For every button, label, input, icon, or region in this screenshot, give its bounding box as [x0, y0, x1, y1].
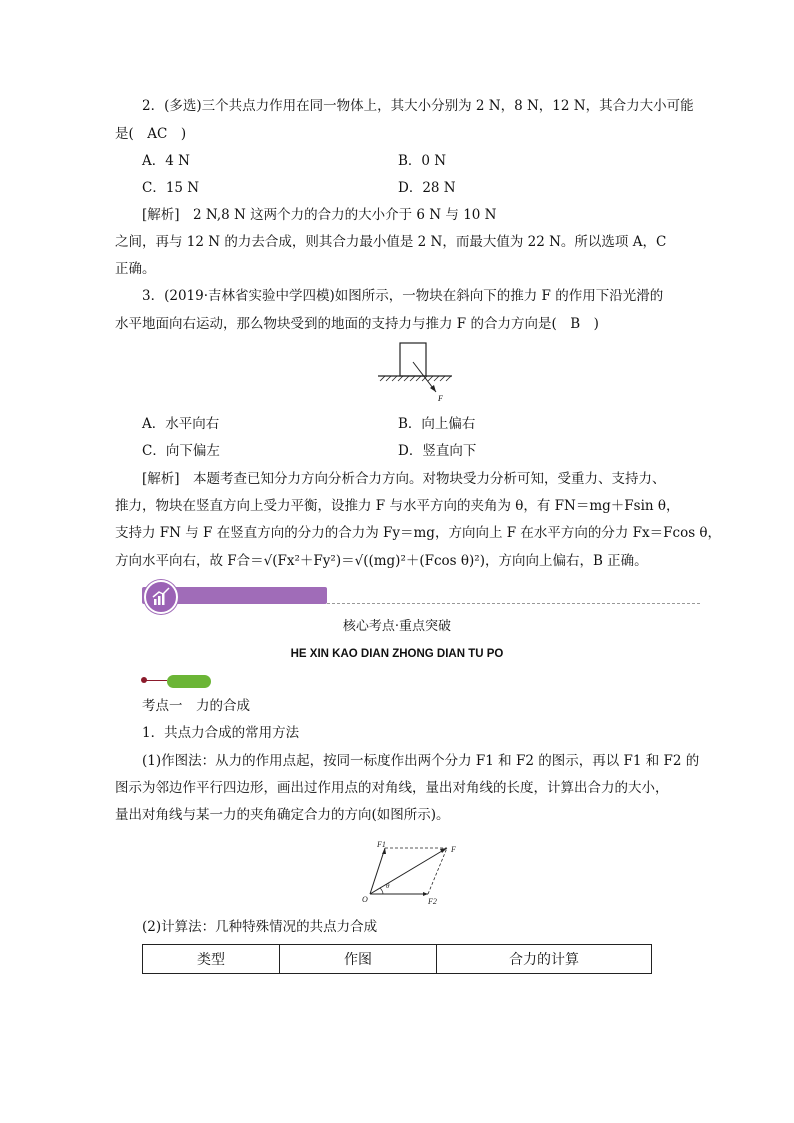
- chart-growth-icon: [144, 580, 178, 614]
- section-divider: [327, 603, 700, 604]
- label-f2: F2: [428, 897, 437, 906]
- force-label: F: [438, 394, 443, 403]
- q2-analysis-line1: [解析] 2 N,8 N 这两个力的合力的大小介于 6 N 与 10 N: [142, 207, 497, 223]
- q3-analysis-line2: 推力，物块在竖直方向上受力平衡，设推力 F 与水平方向的夹角为 θ，有 FN＝mg＋Fsin θ，: [115, 498, 680, 514]
- block: [400, 343, 426, 376]
- block-push-figure: [370, 338, 460, 408]
- q3-option-d: D．竖直向下: [398, 443, 477, 459]
- point-title: 考点一 力的合成: [142, 698, 250, 714]
- table-header-calculation: 合力的计算: [437, 945, 652, 974]
- parallelogram-figure: [355, 836, 465, 908]
- vector-f1: [370, 848, 385, 894]
- label-o: O: [362, 895, 368, 904]
- q3-option-c: C．向下偏左: [142, 443, 220, 459]
- q3-analysis-line4: 方向水平向右，故 F合＝√(Fx²＋Fy²)＝√((mg)²＋(Fcos θ)²)，方向向上偏右，B 正确。: [115, 553, 648, 569]
- subsection-dot: [141, 677, 147, 683]
- q2-stem-line2: 是( AC ): [115, 126, 187, 142]
- q2-analysis-line3: 正确。: [115, 261, 156, 277]
- label-f: F: [451, 845, 456, 854]
- table-header-row: [143, 945, 652, 974]
- q2-stem-line1: 2．(多选)三个共点力作用在同一物体上，其大小分别为 2 N，8 N，12 N，其合力大小可能: [142, 98, 694, 114]
- q2-option-d: D．28 N: [398, 180, 456, 196]
- q3-option-a: A．水平向右: [142, 416, 220, 432]
- method1-line2: 图示为邻边作平行四边形，画出过作用点的对角线，量出对角线的长度，计算出合力的大小，: [115, 780, 669, 796]
- vector-f: [370, 848, 447, 894]
- subsection-badge: [167, 675, 211, 688]
- q3-analysis-line1: [解析] 本题考查已知分力方向分析合力方向。对物块受力分析可知，受重力、支持力、: [142, 471, 666, 487]
- arrow-head-f2: [423, 892, 428, 896]
- label-theta: θ: [386, 882, 390, 890]
- table-header-type: 类型: [143, 945, 280, 974]
- table-header-drawing: 作图: [280, 945, 437, 974]
- q2-option-a: A．4 N: [142, 153, 190, 169]
- angle-arc: [380, 888, 383, 894]
- method2-heading: (2)计算法：几种特殊情况的共点力合成: [142, 919, 378, 935]
- dashed-side-right: [428, 848, 447, 894]
- section-pinyin: HE XIN KAO DIAN ZHONG DIAN TU PO: [290, 648, 504, 660]
- q2-analysis-line2: 之间，再与 12 N 的力去合成，则其合力最小值是 2 N，而最大值为 22 N。所以选项 A，C: [115, 234, 667, 250]
- force-composition-table: [142, 944, 652, 974]
- q3-analysis-line3: 支持力 FN 与 F 在竖直方向的分力的合力为 Fy＝mg，方向向上 F 在水平方向的分力 Fx＝Fcos θ，: [115, 525, 722, 541]
- ground-hatch: [380, 376, 451, 381]
- subsection-rule: [145, 680, 167, 681]
- q3-stem-line1: 3．(2019·吉林省实验中学四模)如图所示，一物块在斜向下的推力 F 的作用下沿光滑的: [142, 288, 664, 304]
- method1-line1: (1)作图法：从力的作用点起，按同一标度作出两个分力 F1 和 F2 的图示，再以 F1 和 F2 的: [142, 753, 700, 769]
- q2-option-c: C．15 N: [142, 180, 200, 196]
- q2-option-b: B．0 N: [398, 153, 447, 169]
- q3-option-b: B．向上偏右: [398, 416, 476, 432]
- method1-line3: 量出对角线与某一力的夹角确定合力的方向(如图所示)。: [115, 807, 450, 823]
- q3-stem-line2: 水平地面向右运动，那么物块受到的地面的支持力与推力 F 的合力方向是( B ): [115, 316, 599, 332]
- method-heading: 1．共点力合成的常用方法: [142, 725, 300, 741]
- section-title: 核心考点·重点突破: [342, 619, 452, 634]
- label-f1: F1: [377, 840, 386, 849]
